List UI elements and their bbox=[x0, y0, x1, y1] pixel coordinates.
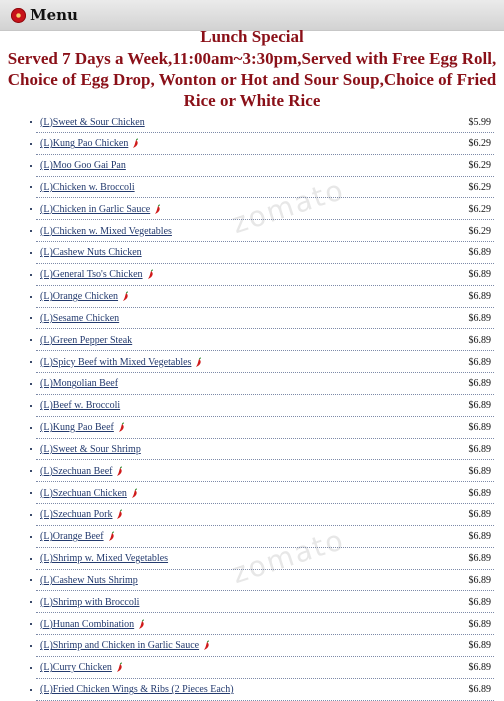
menu-item-name[interactable]: (L)Spicy Beef with Mixed Vegetables bbox=[40, 356, 192, 368]
menu-item-row[interactable] bbox=[36, 439, 494, 460]
watermark: zomato bbox=[227, 172, 349, 241]
chili-pepper-icon bbox=[115, 509, 124, 520]
menu-item-row[interactable] bbox=[36, 374, 494, 395]
menu-item-price: $6.89 bbox=[468, 422, 491, 434]
chili-pepper-icon bbox=[115, 466, 124, 477]
watermark: zomato bbox=[227, 522, 349, 591]
menu-item-row[interactable] bbox=[36, 680, 494, 701]
menu-item-row[interactable] bbox=[36, 243, 494, 264]
menu-item-row[interactable] bbox=[36, 177, 494, 198]
bullet-icon bbox=[30, 121, 32, 123]
menu-item-name[interactable]: (L)Shrimp with Broccoli bbox=[40, 596, 140, 608]
menu-item-price: $6.89 bbox=[468, 443, 491, 455]
bullet-icon bbox=[30, 470, 32, 472]
bullet-icon bbox=[30, 317, 32, 319]
menu-item-row[interactable] bbox=[36, 592, 494, 613]
bullet-icon bbox=[30, 143, 32, 145]
menu-item-price: $6.89 bbox=[468, 378, 491, 390]
menu-item-name[interactable]: (L)Cashew Nuts Chicken bbox=[40, 247, 142, 259]
menu-item-price: $6.89 bbox=[468, 618, 491, 630]
menu-item-name[interactable]: (L)Shrimp and Chicken in Garlic Sauce bbox=[40, 640, 200, 652]
menu-item-row[interactable] bbox=[36, 199, 494, 220]
menu-item-row[interactable] bbox=[36, 156, 494, 177]
menu-item-price: $6.29 bbox=[468, 160, 491, 172]
bullet-icon bbox=[30, 274, 32, 276]
menu-item-row[interactable] bbox=[36, 265, 494, 286]
menu-item-name[interactable]: (L)Curry Chicken bbox=[40, 662, 112, 674]
bullet-icon bbox=[30, 492, 32, 494]
bullet-icon bbox=[30, 667, 32, 669]
bullet-icon bbox=[30, 361, 32, 363]
bullet-icon bbox=[30, 536, 32, 538]
flower-logo-icon bbox=[11, 8, 26, 23]
chili-pepper-icon bbox=[137, 619, 146, 630]
menu-item-price: $6.89 bbox=[468, 356, 491, 368]
menu-item-row[interactable] bbox=[36, 527, 494, 548]
bullet-icon bbox=[30, 558, 32, 560]
bullet-icon bbox=[30, 165, 32, 167]
menu-item-name[interactable]: (L)Sesame Chicken bbox=[40, 312, 120, 324]
menu-item-row[interactable] bbox=[36, 134, 494, 155]
bullet-icon bbox=[30, 623, 32, 625]
menu-item-row[interactable] bbox=[36, 483, 494, 504]
menu-item-price: $6.89 bbox=[468, 291, 491, 303]
menu-item-row[interactable] bbox=[36, 570, 494, 591]
menu-item-price: $6.89 bbox=[468, 312, 491, 324]
menu-item-name[interactable]: (L)General Tso's Chicken bbox=[40, 269, 143, 281]
chili-pepper-icon bbox=[194, 357, 203, 368]
menu-item-price: $6.29 bbox=[468, 138, 491, 150]
menu-item-price: $6.89 bbox=[468, 574, 491, 586]
menu-item-name[interactable]: (L)Chicken in Garlic Sauce bbox=[40, 203, 151, 215]
menu-item-price: $6.89 bbox=[468, 247, 491, 259]
menu-item-price: $6.89 bbox=[468, 400, 491, 412]
chili-pepper-icon bbox=[146, 269, 155, 280]
chili-pepper-icon bbox=[107, 531, 116, 542]
section-subtitle: Served 7 Days a Week,11:00am~3:30pm,Served with Free Egg Roll, Choice of Egg Drop, Wonton or Hot and Sour Soup,Choice of Fried Rice or White Rice bbox=[7, 49, 497, 110]
menu-item-row[interactable] bbox=[36, 614, 494, 635]
chili-pepper-icon bbox=[153, 204, 162, 215]
bullet-icon bbox=[30, 339, 32, 341]
chili-pepper-icon bbox=[130, 488, 139, 499]
bullet-icon bbox=[30, 601, 32, 603]
menu-item-row[interactable] bbox=[36, 658, 494, 679]
menu-item-price: $6.89 bbox=[468, 269, 491, 281]
menu-item-name[interactable]: (L)Orange Beef bbox=[40, 531, 104, 543]
menu-item-row[interactable] bbox=[36, 112, 494, 133]
menu-item-price: $6.29 bbox=[468, 225, 491, 237]
menu-item-name[interactable]: (L)Chicken w. Mixed Vegetables bbox=[40, 225, 172, 237]
bullet-icon bbox=[30, 645, 32, 647]
menu-item-name[interactable]: (L)Moo Goo Gai Pan bbox=[40, 160, 126, 172]
menu-item-name[interactable]: (L)Hunan Combination bbox=[40, 618, 135, 630]
menu-item-price: $6.89 bbox=[468, 684, 491, 696]
menu-item-row[interactable] bbox=[36, 287, 494, 308]
bullet-icon bbox=[30, 427, 32, 429]
menu-title: Menu bbox=[30, 6, 78, 24]
menu-item-row[interactable] bbox=[36, 636, 494, 657]
chili-pepper-icon bbox=[115, 662, 124, 673]
menu-item-name[interactable]: (L)Sweet & Sour Chicken bbox=[40, 116, 145, 128]
menu-item-price: $6.89 bbox=[468, 465, 491, 477]
menu-item-row[interactable] bbox=[36, 505, 494, 526]
menu-item-row[interactable] bbox=[36, 396, 494, 417]
menu-item-name[interactable]: (L)Orange Chicken bbox=[40, 291, 119, 303]
section-title: Lunch Special bbox=[200, 27, 304, 46]
chili-pepper-icon bbox=[117, 422, 126, 433]
bullet-icon bbox=[30, 383, 32, 385]
menu-item-price: $6.29 bbox=[468, 203, 491, 215]
menu-item-row[interactable] bbox=[36, 330, 494, 351]
bullet-icon bbox=[30, 405, 32, 407]
bullet-icon bbox=[30, 579, 32, 581]
menu-item-name[interactable]: (L)Szechuan Pork bbox=[40, 509, 113, 521]
menu-item-price: $6.89 bbox=[468, 640, 491, 652]
menu-item-name[interactable]: (L)Kung Pao Beef bbox=[40, 422, 114, 434]
menu-item-name[interactable]: (L)Sweet & Sour Shrimp bbox=[40, 443, 141, 455]
menu-item-row[interactable] bbox=[36, 221, 494, 242]
menu-item-price: $6.89 bbox=[468, 531, 491, 543]
menu-item-price: $6.29 bbox=[468, 181, 491, 193]
chili-pepper-icon bbox=[202, 640, 211, 651]
bullet-icon bbox=[30, 448, 32, 450]
menu-item-price: $6.89 bbox=[468, 487, 491, 499]
menu-item-price: $6.89 bbox=[468, 509, 491, 521]
menu-item-name[interactable]: (L)Green Pepper Steak bbox=[40, 334, 133, 346]
menu-item-price: $6.89 bbox=[468, 553, 491, 565]
bullet-icon bbox=[30, 514, 32, 516]
menu-item-name[interactable]: (L)Cashew Nuts Shrimp bbox=[40, 574, 138, 586]
menu-item-name[interactable]: (L)Chicken w. Broccoli bbox=[40, 181, 135, 193]
menu-item-name[interactable]: (L)Shrimp w. Mixed Vegetables bbox=[40, 553, 169, 565]
chili-pepper-icon bbox=[121, 291, 130, 302]
menu-item-row[interactable] bbox=[36, 352, 494, 373]
menu-item-row[interactable] bbox=[36, 461, 494, 482]
menu-item-price: $6.89 bbox=[468, 596, 491, 608]
bullet-icon bbox=[30, 186, 32, 188]
chili-pepper-icon bbox=[131, 138, 140, 149]
menu-item-name[interactable]: (L)Fried Chicken Wings & Ribs (2 Pieces Each) bbox=[40, 684, 234, 696]
menu-item-price: $6.89 bbox=[468, 334, 491, 346]
lunch-special-header bbox=[0, 26, 504, 111]
menu-item-row[interactable] bbox=[36, 549, 494, 570]
menu-item-name[interactable]: (L)Beef w. Broccoli bbox=[40, 400, 121, 412]
menu-item-row[interactable] bbox=[36, 418, 494, 439]
menu-item-name[interactable]: (L)Kung Pao Chicken bbox=[40, 138, 129, 150]
menu-item-row[interactable] bbox=[36, 308, 494, 329]
bullet-icon bbox=[30, 252, 32, 254]
menu-item-price: $6.89 bbox=[468, 662, 491, 674]
bullet-icon bbox=[30, 208, 32, 210]
menu-item-name[interactable]: (L)Szechuan Beef bbox=[40, 465, 113, 477]
menu-item-name[interactable]: (L)Mongolian Beef bbox=[40, 378, 119, 390]
bullet-icon bbox=[30, 230, 32, 232]
bullet-icon bbox=[30, 296, 32, 298]
bullet-icon bbox=[30, 689, 32, 691]
menu-item-price: $5.99 bbox=[468, 116, 491, 128]
menu-item-name[interactable]: (L)Szechuan Chicken bbox=[40, 487, 127, 499]
